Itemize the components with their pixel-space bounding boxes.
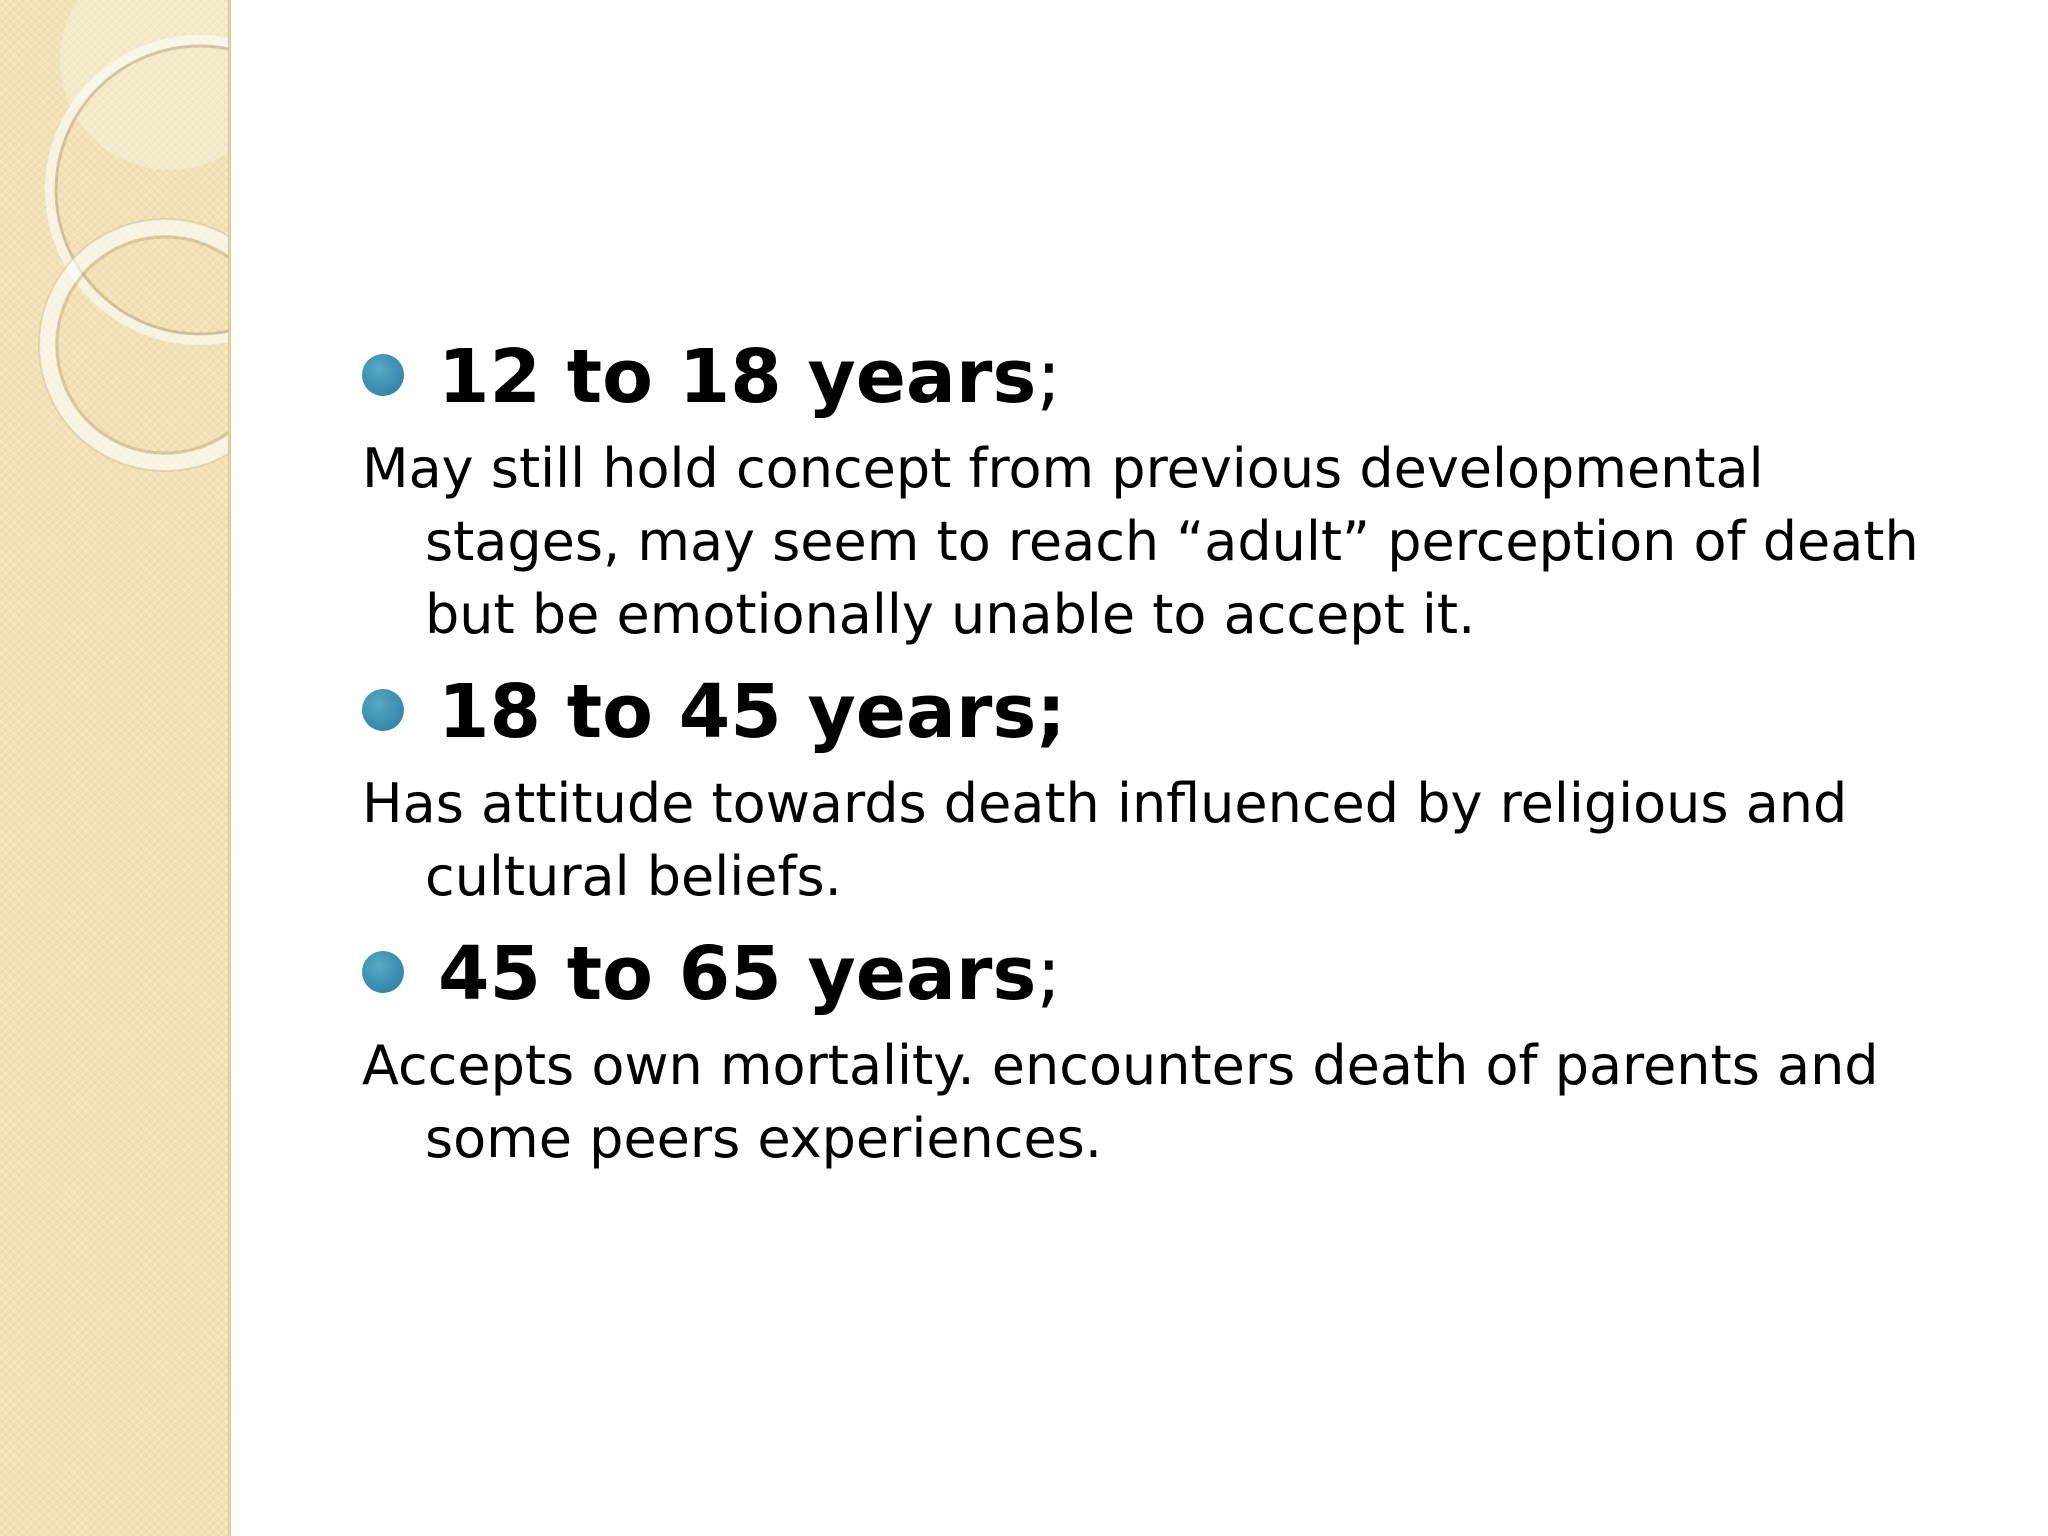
section-12-18 — [362, 330, 1962, 651]
section-heading — [362, 927, 1962, 1021]
bullet-dot-icon — [362, 689, 404, 731]
section-description: May still hold concept from previous developmental stages, may seem to reach “adult” perception of death but be emotionally unable to accept it. — [362, 437, 1919, 646]
section-description: Accepts own mortality. encounters death of parents and some peers experiences. — [362, 1034, 1879, 1170]
heading-punctuation: ; — [1036, 334, 1062, 420]
heading-punctuation: ; — [1036, 931, 1062, 1017]
decorative-side-band — [0, 0, 231, 1536]
section-description: Has attitude towards death influenced by religious and cultural beliefs. — [362, 772, 1848, 908]
bullet-dot-icon — [362, 354, 404, 396]
heading-text: 45 to 65 years — [438, 931, 1037, 1017]
rings-decoration-icon — [0, 0, 228, 520]
section-heading — [362, 330, 1962, 424]
section-18-45 — [362, 665, 1962, 913]
slide-content — [362, 330, 1962, 1189]
heading-text: 18 to 45 years; — [438, 669, 1066, 755]
bullet-dot-icon — [362, 951, 404, 993]
heading-text: 12 to 18 years — [438, 334, 1037, 420]
section-heading — [362, 665, 1962, 759]
section-45-65 — [362, 927, 1962, 1175]
